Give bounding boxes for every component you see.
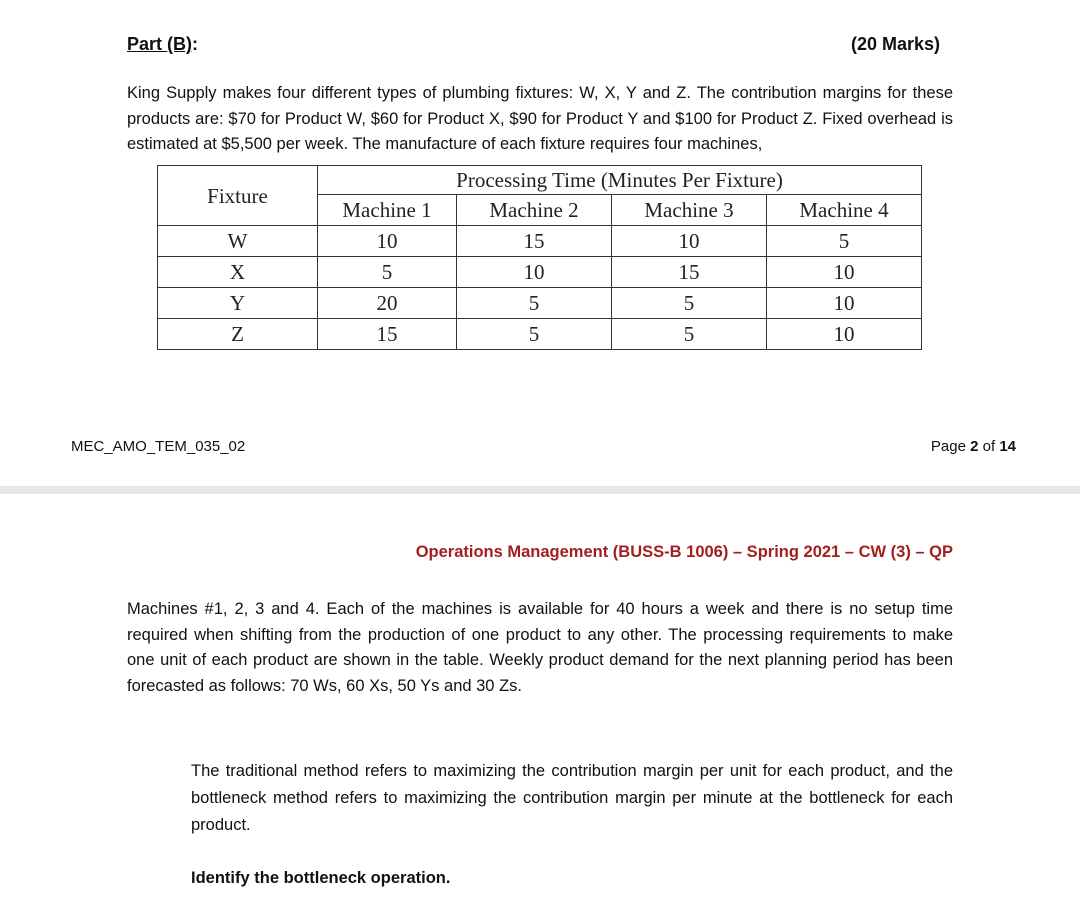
part-title (127, 34, 198, 55)
table-header-fixture: Fixture (158, 166, 318, 226)
table-group-header: Processing Time (Minutes Per Fixture) (318, 166, 922, 195)
table-row (158, 257, 922, 288)
page-number (931, 438, 1016, 455)
table-cell: 5 (767, 226, 922, 257)
document-code: MEC_AMO_TEM_035_02 (71, 438, 246, 455)
table-cell: 20 (318, 288, 457, 319)
continuation-paragraph: Machines #1, 2, 3 and 4. Each of the machines is available for 40 hours a week and there is no setup time required when shifting from the production of one product to any other. The processing requirements to make one unit of each product are shown in the table. Weekly product demand for the next planning period has been forecasted as follows: 70 Ws, 60 Xs, 50 Ys and 30 Zs. (127, 600, 953, 695)
table-header-machine-2: Machine 2 (457, 195, 612, 226)
part-colon: : (192, 34, 199, 54)
page-separator (0, 486, 1080, 494)
table-cell: 5 (457, 288, 612, 319)
table-group-header-row (158, 166, 922, 195)
page-total: 14 (999, 438, 1016, 455)
processing-time-table (157, 165, 922, 350)
table-cell: X (158, 257, 318, 288)
table-cell: 5 (612, 319, 767, 350)
table-row (158, 226, 922, 257)
table-row (158, 319, 922, 350)
table-cell: 5 (457, 319, 612, 350)
marks-label: (20 Marks) (850, 34, 940, 54)
table-cell: 10 (457, 257, 612, 288)
table-cell: 5 (318, 257, 457, 288)
table-cell: 5 (612, 288, 767, 319)
table-cell: 15 (457, 226, 612, 257)
table-header-machine-4: Machine 4 (767, 195, 922, 226)
table-cell: 10 (612, 226, 767, 257)
table-cell: 10 (767, 257, 922, 288)
page-prefix: Page (930, 438, 971, 455)
part-label: Part (B) (127, 34, 193, 54)
table-header-machine-3: Machine 3 (612, 195, 767, 226)
table-cell: W (158, 226, 318, 257)
table-cell: Z (158, 319, 318, 350)
task-question: Identify the bottleneck operation. (191, 869, 451, 887)
table-row (158, 288, 922, 319)
page-mid: of (978, 438, 1000, 455)
method-note: The traditional method refers to maximizing the contribution margin per unit for each product, and the bottleneck method refers to maximizing the contribution margin per minute at the bottleneck for each product. (191, 762, 953, 834)
table-cell: 15 (612, 257, 767, 288)
table-cell: 10 (767, 288, 922, 319)
intro-paragraph: King Supply makes four different types of plumbing fixtures: W, X, Y and Z. The contribution margins for these products are: $70 for Product W, $60 for Product X, $90 for Product Y and $100 for Product Z. Fixed overhead is estimated at $5,500 per week. The manufacture of each fixture requires four machines, (127, 84, 953, 153)
table-cell: 10 (318, 226, 457, 257)
course-header: Operations Management (BUSS-B 1006) – Spring 2021 – CW (3) – QP (415, 543, 953, 561)
table-header-machine-1: Machine 1 (318, 195, 457, 226)
table-cell: Y (158, 288, 318, 319)
table-cell: 15 (318, 319, 457, 350)
table-cell: 10 (767, 319, 922, 350)
page-current: 2 (970, 438, 979, 455)
